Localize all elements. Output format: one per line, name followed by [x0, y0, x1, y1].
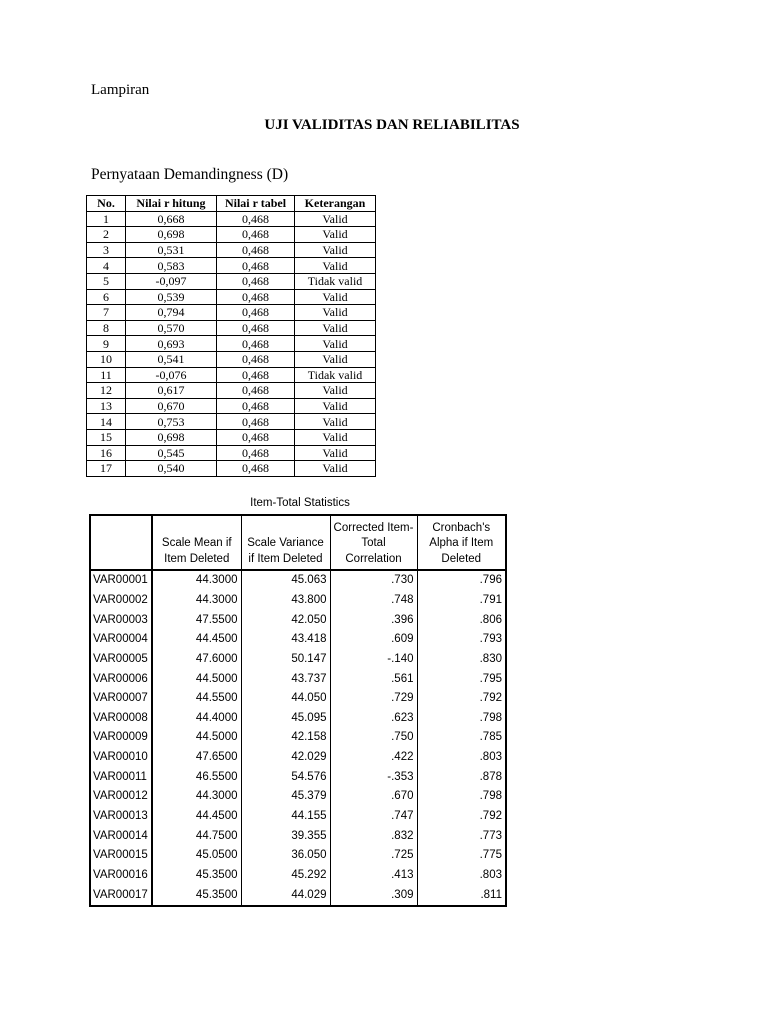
table-cell: 14	[87, 414, 126, 430]
row-label: VAR00003	[90, 610, 152, 630]
table-cell: 9	[87, 336, 126, 352]
item-total-statistics-table	[89, 514, 507, 907]
table-cell: 0,468	[217, 461, 295, 477]
table-cell: .729	[330, 689, 417, 709]
table-cell: 0,468	[217, 414, 295, 430]
table-cell: Valid	[295, 461, 376, 477]
row-label: VAR00002	[90, 591, 152, 611]
table-cell: 0,468	[217, 227, 295, 243]
table-cell: .811	[417, 885, 506, 906]
table-cell: 0,468	[217, 273, 295, 289]
section-subtitle: Pernyataan Demandingness (D)	[91, 166, 289, 183]
row-label: VAR00006	[90, 669, 152, 689]
table-cell: 0,540	[126, 461, 217, 477]
table-cell: 44.4500	[152, 630, 241, 650]
table-row	[87, 414, 376, 430]
table-cell: 0,468	[217, 398, 295, 414]
table-cell: 0,468	[217, 367, 295, 383]
table-cell: Valid	[295, 211, 376, 227]
table-cell: 45.292	[241, 866, 330, 886]
table-row	[90, 591, 506, 611]
item-total-table-body	[90, 570, 506, 906]
table-cell: .785	[417, 728, 506, 748]
table-cell: 45.0500	[152, 846, 241, 866]
table-cell: 44.3000	[152, 787, 241, 807]
table-cell: 44.3000	[152, 591, 241, 611]
table-cell: 11	[87, 367, 126, 383]
table-cell: 0,468	[217, 383, 295, 399]
table-row	[90, 767, 506, 787]
table-cell: .413	[330, 866, 417, 886]
table-cell: Valid	[295, 242, 376, 258]
table-cell: 5	[87, 273, 126, 289]
row-label: VAR00009	[90, 728, 152, 748]
table-cell: 0,468	[217, 429, 295, 445]
stat-column-header: Cronbach's Alpha if Item Deleted	[417, 515, 506, 570]
table-row	[87, 258, 376, 274]
table-cell: 12	[87, 383, 126, 399]
table-cell: .803	[417, 866, 506, 886]
table-row	[87, 461, 376, 477]
table-cell: .422	[330, 748, 417, 768]
table-cell: 36.050	[241, 846, 330, 866]
row-label: VAR00008	[90, 708, 152, 728]
table-cell: .609	[330, 630, 417, 650]
table-row	[87, 383, 376, 399]
table-cell: .832	[330, 826, 417, 846]
table-cell: 17	[87, 461, 126, 477]
table-row	[87, 367, 376, 383]
table-cell: 0,541	[126, 351, 217, 367]
table-cell: 3	[87, 242, 126, 258]
table-cell: .830	[417, 650, 506, 670]
row-label: VAR00001	[90, 570, 152, 591]
table-cell: .725	[330, 846, 417, 866]
table-cell: -0,097	[126, 273, 217, 289]
table-cell: 44.5500	[152, 689, 241, 709]
corner-header	[90, 515, 152, 570]
table-row	[90, 610, 506, 630]
row-label: VAR00010	[90, 748, 152, 768]
table-cell: 2	[87, 227, 126, 243]
table-cell: 8	[87, 320, 126, 336]
lampiran-label: Lampiran	[91, 82, 150, 98]
table-cell: .730	[330, 570, 417, 591]
row-label: VAR00017	[90, 885, 152, 906]
table-cell: 0,794	[126, 305, 217, 321]
table-cell: 47.6000	[152, 650, 241, 670]
table-cell: -.353	[330, 767, 417, 787]
page-title: UJI VALIDITAS DAN RELIABILITAS	[264, 117, 520, 133]
table-row	[90, 846, 506, 866]
stat-column-header: Scale Mean if Item Deleted	[152, 515, 241, 570]
table-cell: .793	[417, 630, 506, 650]
table-cell: 0,539	[126, 289, 217, 305]
table-row	[87, 242, 376, 258]
table-cell: .750	[330, 728, 417, 748]
table-cell: 50.147	[241, 650, 330, 670]
table-cell: 0,468	[217, 211, 295, 227]
table-cell: .748	[330, 591, 417, 611]
table-cell: 45.063	[241, 570, 330, 591]
table-cell: 46.5500	[152, 767, 241, 787]
row-label: VAR00012	[90, 787, 152, 807]
validity-table	[86, 195, 376, 477]
table-row	[90, 570, 506, 591]
table-cell: Valid	[295, 305, 376, 321]
table-cell: .795	[417, 669, 506, 689]
table-cell: .773	[417, 826, 506, 846]
table-cell: 54.576	[241, 767, 330, 787]
stat-column-header: Corrected Item-Total Correlation	[330, 515, 417, 570]
table-cell: .561	[330, 669, 417, 689]
validity-header-row	[87, 196, 376, 212]
table-cell: 39.355	[241, 826, 330, 846]
table-cell: Valid	[295, 414, 376, 430]
item-total-header-row	[90, 515, 506, 570]
table-row	[90, 748, 506, 768]
table-cell: 0,468	[217, 445, 295, 461]
table-cell: Valid	[295, 351, 376, 367]
table-cell: 0,468	[217, 258, 295, 274]
table-cell: 0,468	[217, 336, 295, 352]
validity-column-header: Keterangan	[295, 196, 376, 212]
table-row	[90, 728, 506, 748]
row-label: VAR00005	[90, 650, 152, 670]
table-cell: Valid	[295, 398, 376, 414]
table-cell: 0,468	[217, 320, 295, 336]
table-row	[90, 650, 506, 670]
table-cell: .803	[417, 748, 506, 768]
table-cell: .747	[330, 807, 417, 827]
table-cell: 44.050	[241, 689, 330, 709]
table-cell: .396	[330, 610, 417, 630]
table-cell: .309	[330, 885, 417, 906]
table-cell: 45.095	[241, 708, 330, 728]
table-row	[87, 351, 376, 367]
table-cell: 13	[87, 398, 126, 414]
table-cell: 47.6500	[152, 748, 241, 768]
table-cell: .775	[417, 846, 506, 866]
row-label: VAR00013	[90, 807, 152, 827]
table-cell: .791	[417, 591, 506, 611]
table-cell: 44.4000	[152, 708, 241, 728]
table-cell: .806	[417, 610, 506, 630]
table-cell: 45.3500	[152, 866, 241, 886]
table-cell: 0,698	[126, 227, 217, 243]
table-cell: Valid	[295, 445, 376, 461]
table-cell: 6	[87, 289, 126, 305]
table-cell: 44.5000	[152, 728, 241, 748]
table-cell: 0,617	[126, 383, 217, 399]
table-cell: 42.158	[241, 728, 330, 748]
table-cell: 0,698	[126, 429, 217, 445]
table-cell: Valid	[295, 289, 376, 305]
table-cell: .623	[330, 708, 417, 728]
validity-table-body	[87, 211, 376, 476]
table-cell: .792	[417, 689, 506, 709]
table-cell: 10	[87, 351, 126, 367]
table-cell: 44.7500	[152, 826, 241, 846]
table-cell: .798	[417, 708, 506, 728]
table-row	[87, 305, 376, 321]
table-cell: 0,531	[126, 242, 217, 258]
table-cell: 45.379	[241, 787, 330, 807]
table-cell: Valid	[295, 429, 376, 445]
table-cell: 44.155	[241, 807, 330, 827]
table-cell: 0,670	[126, 398, 217, 414]
table-cell: 1	[87, 211, 126, 227]
table-cell: 0,668	[126, 211, 217, 227]
table-cell: 44.4500	[152, 807, 241, 827]
table-row	[90, 885, 506, 906]
table-cell: .796	[417, 570, 506, 591]
table-cell: 0,468	[217, 305, 295, 321]
table-cell: Valid	[295, 383, 376, 399]
table-cell: Valid	[295, 336, 376, 352]
row-label: VAR00016	[90, 866, 152, 886]
table-cell: 4	[87, 258, 126, 274]
table-cell: 44.029	[241, 885, 330, 906]
table-row	[87, 289, 376, 305]
table-cell: 42.029	[241, 748, 330, 768]
table-row	[87, 429, 376, 445]
validity-column-header: Nilai r tabel	[217, 196, 295, 212]
table-row	[90, 787, 506, 807]
table-cell: .670	[330, 787, 417, 807]
table-cell: 0,468	[217, 242, 295, 258]
validity-column-header: No.	[87, 196, 126, 212]
table-cell: 0,753	[126, 414, 217, 430]
table-cell: 0,583	[126, 258, 217, 274]
table-row	[90, 866, 506, 886]
table-cell: .792	[417, 807, 506, 827]
table-cell: .878	[417, 767, 506, 787]
table-row	[90, 669, 506, 689]
table-cell: 16	[87, 445, 126, 461]
validity-column-header: Nilai r hitung	[126, 196, 217, 212]
table-cell: .798	[417, 787, 506, 807]
table-cell: Valid	[295, 258, 376, 274]
table-cell: 45.3500	[152, 885, 241, 906]
row-label: VAR00007	[90, 689, 152, 709]
row-label: VAR00014	[90, 826, 152, 846]
table-row	[87, 227, 376, 243]
table-row	[90, 689, 506, 709]
item-total-caption: Item-Total Statistics	[250, 497, 350, 509]
table-row	[87, 211, 376, 227]
table-cell: 0,545	[126, 445, 217, 461]
table-cell: 42.050	[241, 610, 330, 630]
table-cell: Valid	[295, 227, 376, 243]
table-row	[87, 320, 376, 336]
table-cell: 43.418	[241, 630, 330, 650]
table-cell: 0,693	[126, 336, 217, 352]
table-row	[87, 273, 376, 289]
table-row	[87, 398, 376, 414]
table-cell: 0,570	[126, 320, 217, 336]
row-label: VAR00011	[90, 767, 152, 787]
row-label: VAR00004	[90, 630, 152, 650]
table-cell: -.140	[330, 650, 417, 670]
table-row	[90, 826, 506, 846]
table-cell: Tidak valid	[295, 273, 376, 289]
table-cell: 44.3000	[152, 570, 241, 591]
table-cell: 43.800	[241, 591, 330, 611]
table-row	[90, 807, 506, 827]
table-row	[90, 708, 506, 728]
table-cell: 47.5500	[152, 610, 241, 630]
table-cell: 7	[87, 305, 126, 321]
table-row	[87, 445, 376, 461]
table-cell: 0,468	[217, 289, 295, 305]
table-cell: Valid	[295, 320, 376, 336]
table-cell: 44.5000	[152, 669, 241, 689]
table-row	[90, 630, 506, 650]
table-cell: 43.737	[241, 669, 330, 689]
table-cell: Tidak valid	[295, 367, 376, 383]
table-cell: 0,468	[217, 351, 295, 367]
row-label: VAR00015	[90, 846, 152, 866]
stat-column-header: Scale Variance if Item Deleted	[241, 515, 330, 570]
table-cell: -0,076	[126, 367, 217, 383]
table-cell: 15	[87, 429, 126, 445]
table-row	[87, 336, 376, 352]
